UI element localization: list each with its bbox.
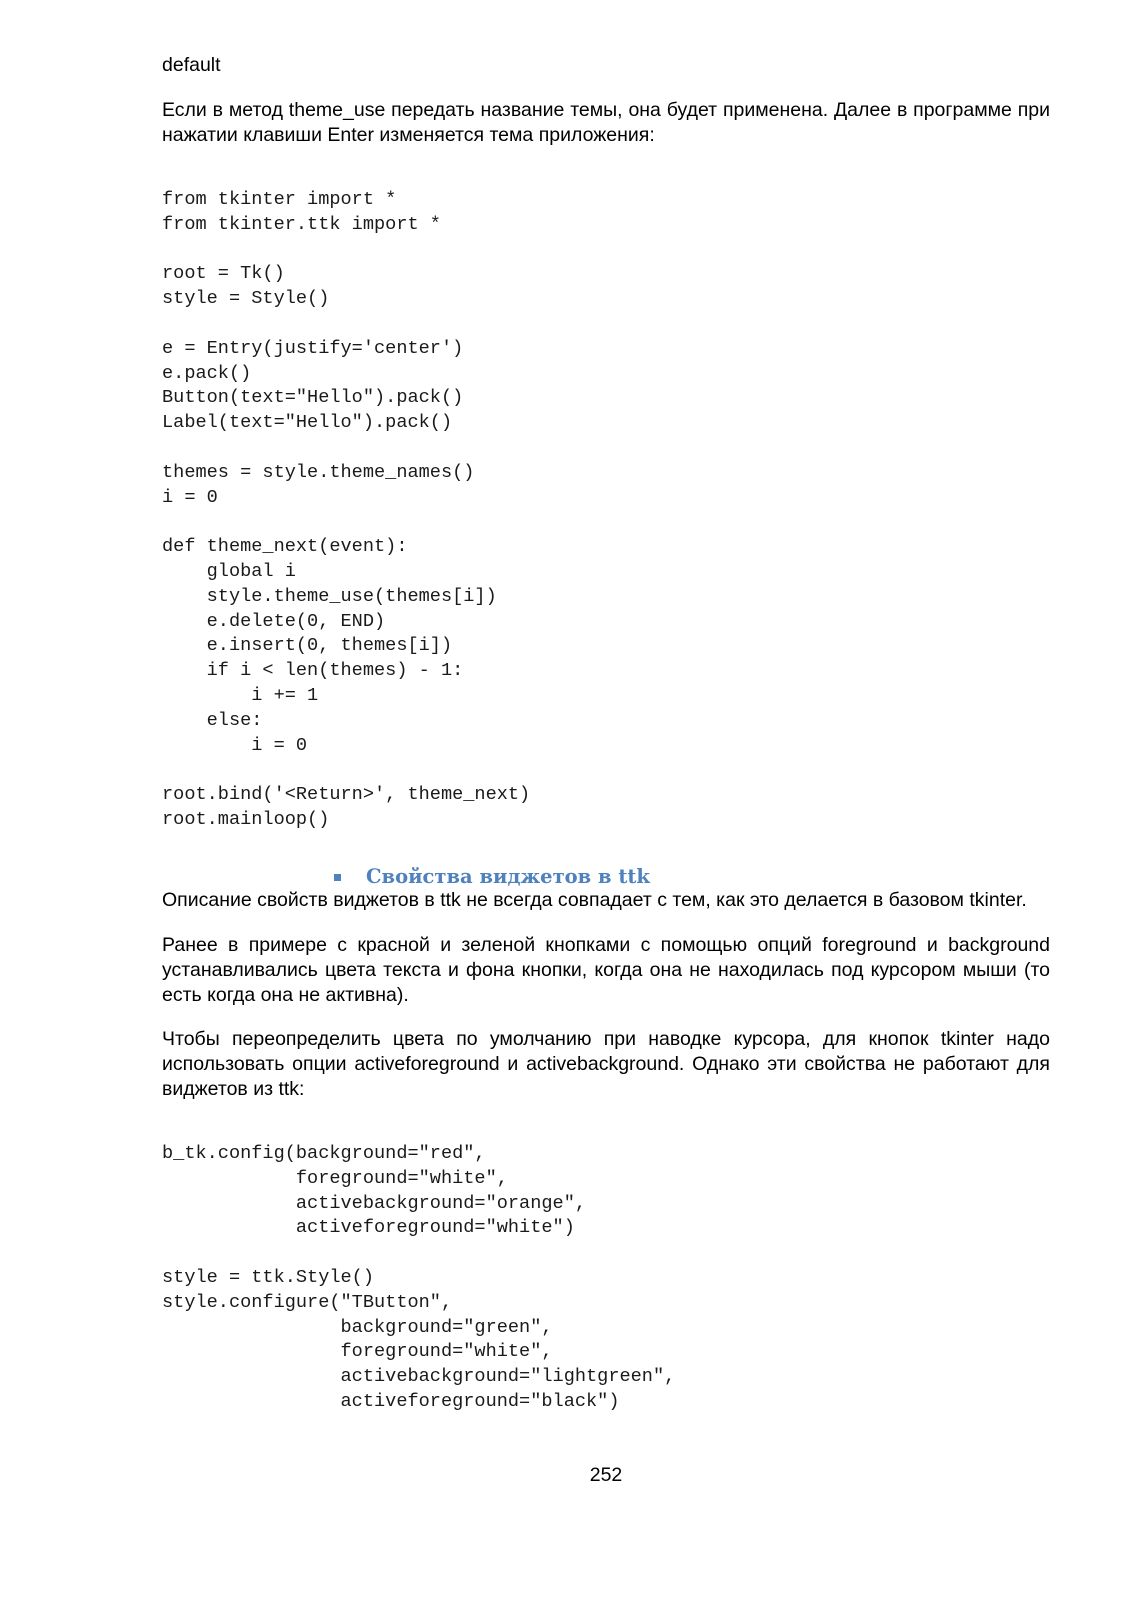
top-line-text: default — [162, 54, 221, 76]
paragraph-active-colors: Чтобы переопределить цвета по умолчанию при наводке курсора, для кнопок tkinter надо использовать опции activeforeground и activebackground. Однако эти свойства не работают для виджетов из ttk: — [162, 1028, 1050, 1100]
code-block-theme-switcher: from tkinter import * from tkinter.ttk import * root = Tk() style = Style() e = Entry(justify='center') e.pack() Button(text="Hello").pack() Label(text="Hello").pack() themes = style.theme_names() i = 0 def theme_next(event): global i style.theme_use(themes[i]) e.delete(0, END) e.insert(0, themes[i]) if i < len(themes) - 1: i += 1 else: i = 0 root.bind('<Return>', theme_next) root.mainloop() — [162, 189, 531, 830]
intro-paragraph: Если в метод theme_use передать название темы, она будет применена. Далее в программе при нажатии клавиши Enter изменяется тема приложения: — [162, 99, 1050, 146]
paragraph-ttk-properties: Описание свойств виджетов в ttk не всегда совпадает с тем, как это делается в базовом tkinter. — [162, 889, 1027, 911]
square-bullet-icon — [334, 874, 341, 881]
document-page — [162, 0, 1050, 1601]
paragraph-red-green-buttons: Ранее в примере с красной и зеленой кнопками с помощью опций foreground и background устанавливались цвета текста и фона кнопки, когда она не находилась под курсором мыши (то есть когда она не активна). — [162, 934, 1050, 1006]
code-block-button-styles: b_tk.config(background="red", foreground="white", activebackground="orange", activeforeground="white") style = ttk.Style() style.configure("TButton", background="green", foreground="white", activebackground="lightgreen", activeforeground="black") — [162, 1143, 676, 1412]
section-heading — [334, 864, 650, 890]
page-number: 252 — [589, 1464, 623, 1486]
section-heading-text: Свойства виджетов в ttk — [366, 865, 650, 888]
